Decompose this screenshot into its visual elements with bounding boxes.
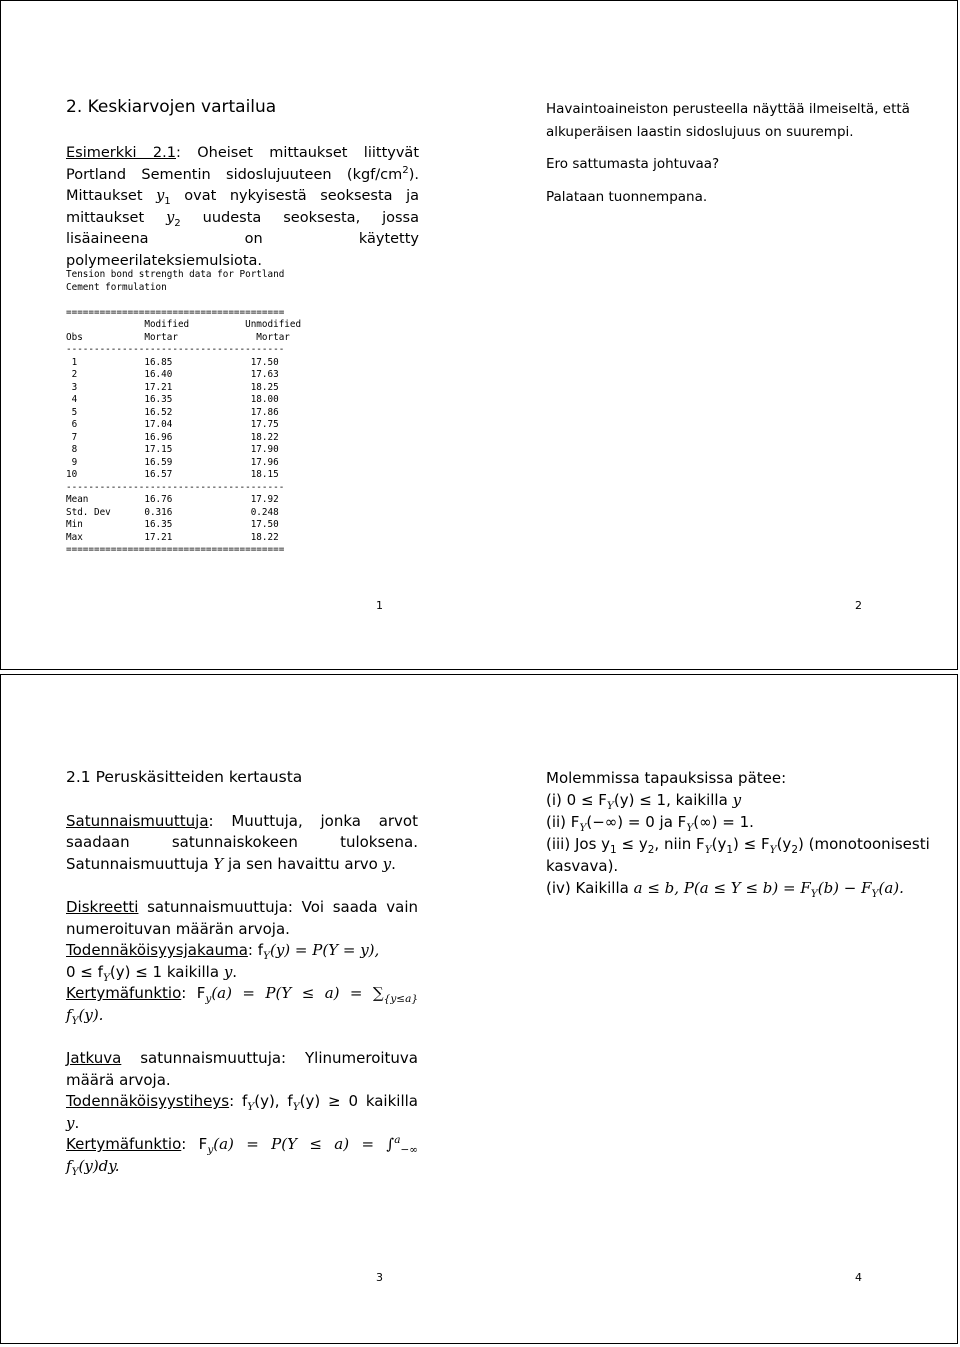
- cdf-cont-sup: a: [394, 1134, 401, 1146]
- pmf-term: Todennäköisyysjakauma: [66, 941, 248, 959]
- table-rule-head: ---------------------------------------: [66, 344, 285, 355]
- cdf-disc-sub2: Y: [71, 1014, 79, 1027]
- example-text-3: ovat nykyisestä seoksesta ja mittaukset: [66, 188, 419, 226]
- cont-term: Jatkuva: [66, 1049, 122, 1067]
- pdf-expr-2: (y) ≥ 0 kaikilla: [299, 1092, 418, 1110]
- disc-term: Diskreetti: [66, 898, 139, 916]
- property-iv: (iv) Kaikilla a ≤ b, $P(a \le Y \le b) = F_Y(b) - F_Y(a)$.: [546, 879, 904, 900]
- pmf-expr: (y) = P(Y = y),: [269, 941, 380, 959]
- rv-text: : Muuttuja, jonka arvot saadaan satunnaiskokeen tuloksena. Satunnaismuuttuja: [66, 811, 418, 873]
- example-paragraph: [66, 143, 419, 272]
- disc-text: satunnaismuuttuja: Voi saada vain numeroituvan määrän arvoja.: [66, 898, 418, 938]
- cdf-disc-sub: {y≤a}: [383, 993, 419, 1005]
- rv-definition: [66, 811, 418, 876]
- strength-data-table: [66, 269, 301, 557]
- pdf-sub: Y: [247, 1101, 255, 1113]
- sub-2: 2: [174, 217, 181, 229]
- pdf-expr: (y), f: [254, 1092, 293, 1110]
- property-i: (i) $0 \le F_Y(y) \le 1$, kaikilla y: [546, 791, 742, 812]
- cdf-disc-rest: (a) = P(Y ≤ a) = ∑: [211, 984, 384, 1002]
- pmf-dot: .: [232, 962, 238, 981]
- page1-heading: 2. Keskiarvojen vartailua: [66, 97, 277, 117]
- cdf-disc-end: f: [66, 1005, 72, 1024]
- table-stat-row: Std. Dev 0.316 0.248: [66, 506, 279, 518]
- pdf-line: [66, 1091, 418, 1134]
- table-row: 2 16.40 17.63: [66, 369, 279, 380]
- cdf-cont-sub: y: [207, 1144, 214, 1156]
- table-head-2: Obs Mortar Mortar: [66, 331, 290, 343]
- pmf-line-2: [66, 962, 418, 984]
- pmf-sub: Y: [263, 950, 270, 962]
- cdf-cont-lim: −∞: [400, 1144, 419, 1156]
- page3-content: [66, 767, 418, 1199]
- page2-text: [546, 98, 916, 208]
- sub-1: 1: [164, 195, 171, 207]
- cdf-disc-line: [66, 983, 418, 1026]
- pmf-text: : f: [247, 941, 264, 959]
- example-label: Esimerkki 2.1: [66, 145, 176, 161]
- pdf-sub-2: Y: [292, 1101, 300, 1113]
- property-ii: (ii) $F_Y(-\infty) = 0$ ja $F_Y(\infty) = 1$.: [546, 813, 754, 834]
- table-row: 1 16.85 17.50: [66, 356, 279, 368]
- page2-line-3: Palataan tuonnempana.: [546, 188, 708, 205]
- page-number-1: 1: [376, 599, 383, 612]
- table-stat-row: Mean 16.76 17.92: [66, 494, 279, 505]
- page-number-3: 3: [376, 1271, 383, 1284]
- example-sup: 2: [402, 164, 409, 176]
- cdf-sub: y: [205, 993, 212, 1005]
- cdf-term: Kertymäfunktio: [66, 984, 182, 1002]
- page4-content: [546, 767, 931, 899]
- discrete-line: [66, 897, 418, 940]
- table-row: 9 16.59 17.96: [66, 456, 279, 468]
- table-rule-bottom: =======================================: [66, 544, 285, 555]
- table-row: 5 16.52 17.86: [66, 406, 279, 418]
- example-text-2: ). Mittaukset: [66, 166, 419, 204]
- page-number-4: 4: [855, 1271, 862, 1284]
- cdf-cont-sub2: Y: [71, 1165, 79, 1178]
- pdf-dot: .: [74, 1113, 80, 1132]
- table-row: 8 17.15 17.90: [66, 444, 279, 455]
- table-row: 6 17.04 17.75: [66, 419, 279, 430]
- var-y2: y: [166, 209, 175, 226]
- example-text-1: : Oheiset mittaukset liittyvät Portland Sementin sidoslujuuteen (kgf/cm: [66, 145, 419, 183]
- cdf-cont-rest: (a) = P(Y ≤ a) = ∫: [213, 1135, 395, 1153]
- table-title-2: Cement formulation: [66, 281, 167, 293]
- sym-y: y: [382, 854, 392, 873]
- dot: .: [391, 854, 396, 873]
- pmf-y: y: [223, 962, 233, 981]
- pmf-line: [66, 940, 418, 962]
- pmf-sub-2: Y: [102, 971, 110, 984]
- pdf-term: Todennäköisyystiheys: [66, 1092, 230, 1110]
- table-row: 7 16.96 18.22: [66, 431, 279, 443]
- table-stat-row: Min 16.35 17.50: [66, 519, 279, 530]
- table-head-1: Modified Unmodified: [66, 319, 302, 330]
- cdf-cont-line: [66, 1134, 418, 1177]
- rv-text-2: ja sen havaittu arvo: [223, 854, 383, 873]
- page2-line-1: Havaintoaineiston perusteella näyttää ilmeiseltä, että alkuperäisen laastin sidoslujuus on suurempi.: [546, 101, 910, 140]
- sheet-bottom: [0, 674, 958, 1344]
- table-row: 10 16.57 18.15: [66, 469, 279, 480]
- page2-line-2: Ero sattumasta johtuvaa?: [546, 156, 720, 172]
- table-rule-top: =======================================: [66, 306, 285, 318]
- continuous-line: [66, 1048, 418, 1091]
- cont-text: satunnaismuuttuja: Ylinumeroituva määrä arvoja.: [66, 1049, 418, 1089]
- table-stat-row: Max 17.21 18.22: [66, 531, 279, 543]
- table-row: 4 16.35 18.00: [66, 394, 279, 405]
- page-number-2: 2: [855, 599, 862, 612]
- page3-title: 2.1 Peruskäsitteiden kertausta: [66, 768, 303, 786]
- cdf-disc-end2: (y).: [78, 1005, 104, 1024]
- table-title-1: Tension bond strength data for Portland: [66, 269, 285, 280]
- table-rule-stats: ---------------------------------------: [66, 481, 285, 493]
- page4-intro: Molemmissa tapauksissa pätee:: [546, 769, 787, 787]
- continuous-block: [66, 1048, 418, 1177]
- pdf-text: : f: [229, 1092, 248, 1110]
- var-y1: y: [156, 188, 165, 204]
- sym-Y: Y: [213, 854, 224, 873]
- cdf-cont-f: f: [66, 1156, 72, 1175]
- rv-term: Satunnaismuuttuja: [66, 811, 209, 830]
- table-row: 3 17.21 18.25: [66, 381, 279, 393]
- cdf-term-2: Kertymäfunktio: [66, 1135, 182, 1153]
- pmf-line2b: (y) ≤ 1 kaikilla: [109, 962, 224, 981]
- property-iii: (iii) Jos $y_1 \le y_2$, niin $F_Y(y_1) \le F_Y(y_2)$ (monotoonisesti kasvava).: [546, 835, 930, 875]
- pmf-line2: 0 ≤ f: [66, 962, 103, 981]
- discrete-block: [66, 897, 418, 1026]
- cdf-cont-expr: : F: [181, 1135, 208, 1153]
- cdf-cont-end: (y)dy.: [78, 1156, 120, 1175]
- pdf-y: y: [66, 1113, 75, 1132]
- cdf-disc-expr: : F: [181, 984, 206, 1002]
- sheet-top: [0, 0, 958, 670]
- example-text-4: uudesta seoksesta, jossa lisäaineena on käytetty polymeerilateksiemulsiota.: [66, 209, 419, 269]
